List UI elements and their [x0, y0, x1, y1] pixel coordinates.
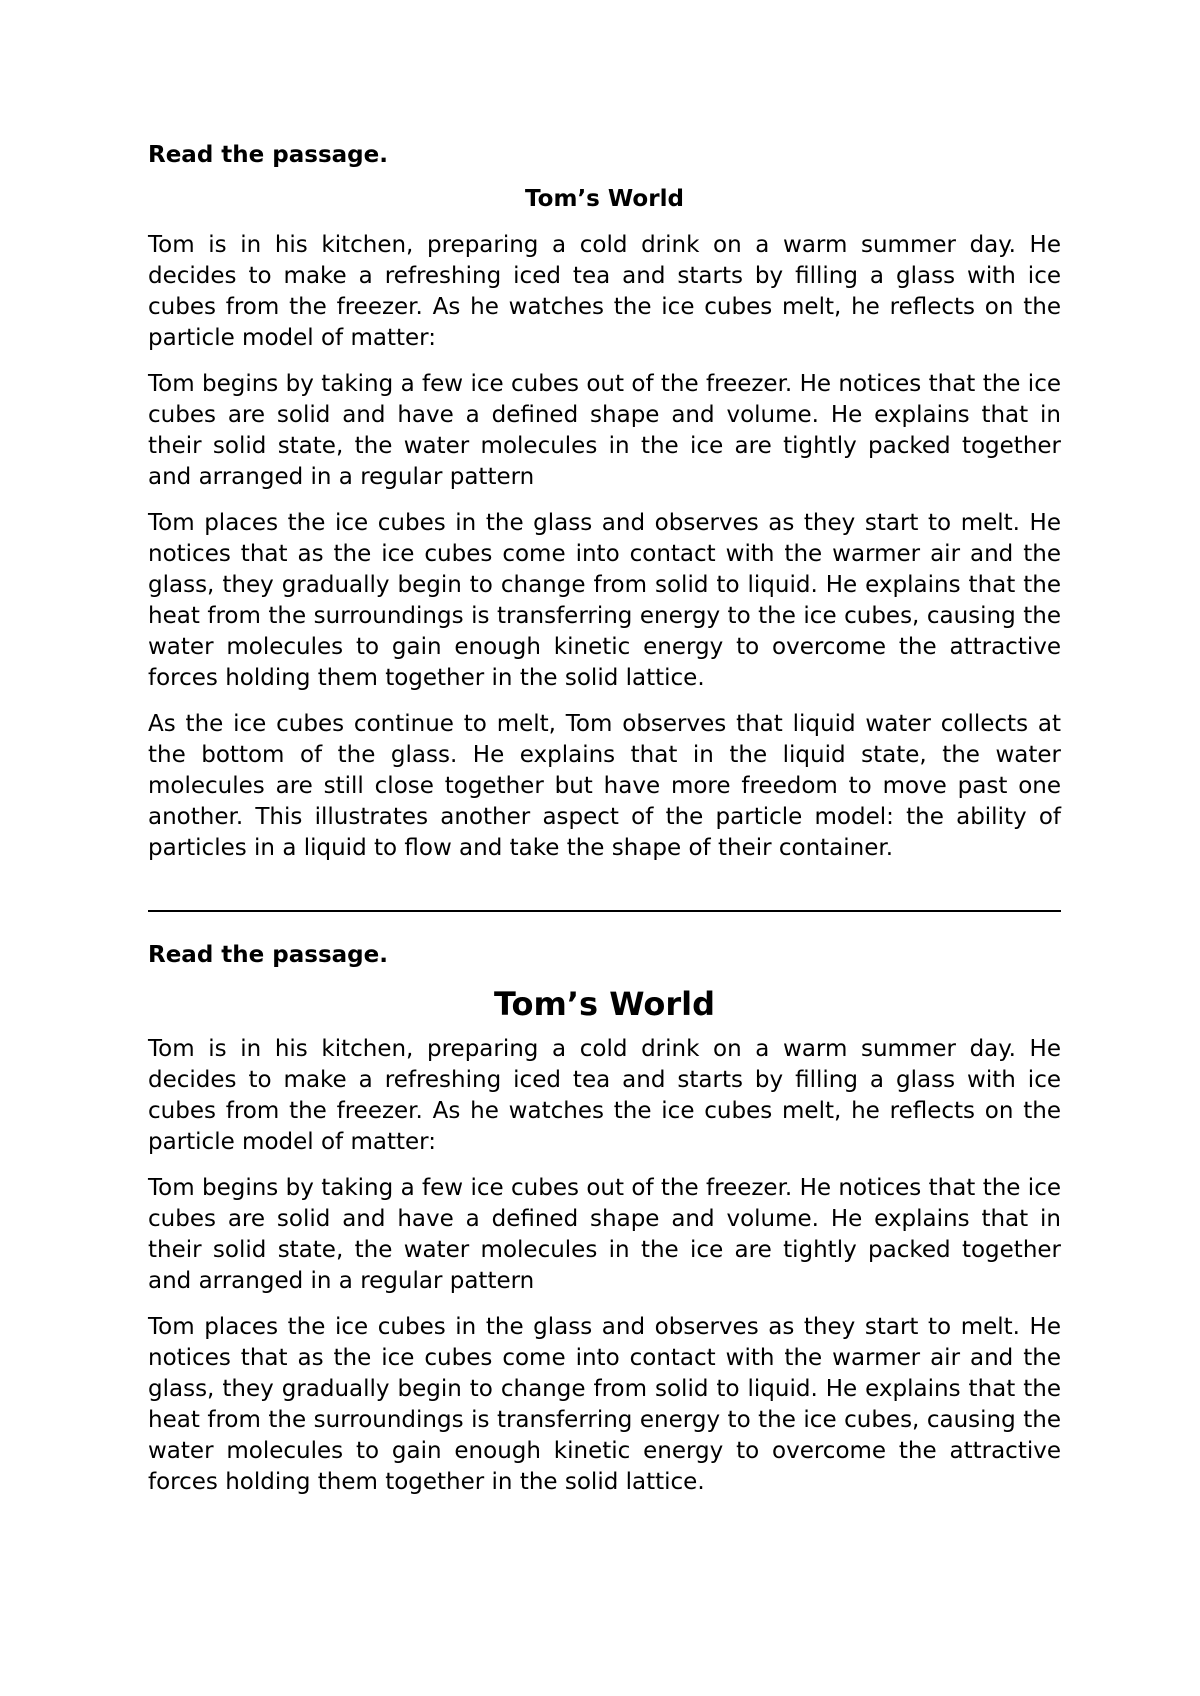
passage-title: Tom’s World — [493, 985, 716, 1023]
section-divider — [148, 910, 1061, 912]
passage-section-two — [148, 940, 1061, 1498]
passage-paragraph: Tom is in his kitchen, preparing a cold drink on a warm summer day. He decides to make a refreshing iced tea and starts by filling a glass with ice cubes from the freezer. As he watches the ice cubes melt, he reflects on the particle model of matter: — [148, 1036, 1061, 1155]
passage-title: Tom’s World — [525, 186, 684, 212]
passage-section-one — [148, 140, 1061, 864]
passage-paragraph: Tom begins by taking a few ice cubes out of the freezer. He notices that the ice cubes are solid and have a defined shape and volume. He explains that in their solid state, the water molecules in the ice are tightly packed together and arranged in a regular pattern — [148, 371, 1061, 490]
passage-paragraph: Tom places the ice cubes in the glass and observes as they start to melt. He notices that as the ice cubes come into contact with the warmer air and the glass, they gradually begin to change from solid to liquid. He explains that the heat from the surroundings is transferring energy to the ice cubes, causing the water molecules to gain enough kinetic energy to overcome the attractive forces holding them together in the solid lattice. — [148, 1314, 1061, 1495]
instruction-text: Read the passage. — [148, 142, 388, 168]
passage-paragraph: As the ice cubes continue to melt, Tom observes that liquid water collects at the bottom of the glass. He explains that in the liquid state, the water molecules are still close together but have more freedom to move past one another. This illustrates another aspect of the particle model: the ability of particles in a liquid to flow and take the shape of their container. — [148, 711, 1061, 861]
instruction-text: Read the passage. — [148, 942, 388, 968]
passage-paragraph: Tom is in his kitchen, preparing a cold drink on a warm summer day. He decides to make a refreshing iced tea and starts by filling a glass with ice cubes from the freezer. As he watches the ice cubes melt, he reflects on the particle model of matter: — [148, 232, 1061, 351]
document-page — [148, 140, 1061, 1513]
passage-paragraph: Tom begins by taking a few ice cubes out of the freezer. He notices that the ice cubes are solid and have a defined shape and volume. He explains that in their solid state, the water molecules in the ice are tightly packed together and arranged in a regular pattern — [148, 1175, 1061, 1294]
passage-paragraph: Tom places the ice cubes in the glass and observes as they start to melt. He notices that as the ice cubes come into contact with the warmer air and the glass, they gradually begin to change from solid to liquid. He explains that the heat from the surroundings is transferring energy to the ice cubes, causing the water molecules to gain enough kinetic energy to overcome the attractive forces holding them together in the solid lattice. — [148, 510, 1061, 691]
